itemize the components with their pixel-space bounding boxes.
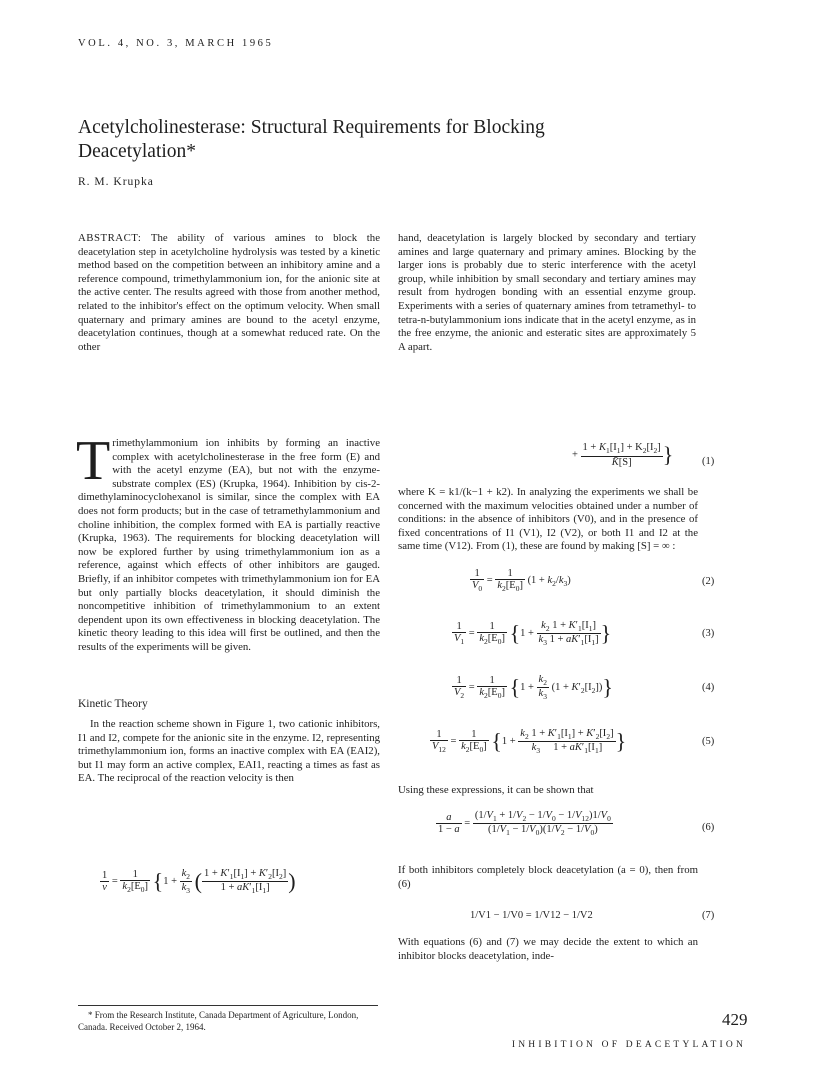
equation-3: $\frac{1}{V_1}$ = $\frac{1}{k_2[E_0]}$ {1 + $\frac{k_2 1 + K'_1[I_1]}{k_3 1 + aK'_1[I_1]}$ } bbox=[454, 620, 612, 648]
equation-number-5: (5) bbox=[702, 736, 715, 747]
kinetic-paragraph: In the reaction scheme shown in Figure 1, two cationic inhibitors, I1 and I2, compete for the anionic site in the enzyme. I2, representing trimethylammonium ion, forms an inactive complex with EA (EAI2), but I1 may form an active complex, EAI1, reacting a times as fast as EA. The reciprocal of the reaction velocity is then bbox=[78, 718, 380, 785]
intro-text: rimethylammonium ion inhibits by forming an inactive complex with acetylcholinesterase in the free form (E) and with the acetyl enzyme (EA), but not with the enzyme-substrate complex (ES) (Krupka, 1964). Inhibition by cis-2-dimethylaminocyclohexanol is similar, since the complex with EA does not form products; but in the case of tetramethylammonium and choline inhibition, the complex formed with EA is partially reactive (Krupka, 1963). The requirements for blocking deacetylation will now be explored further by using trimethylammonium ion as a reference, against which effects of other inhibitors are gauged. Briefly, if an inhibitor competes with trimethylammonium ion for EA but only partially blocks deacetylation, it should diminish the noncompetitive inhibition of trimethylammonium to an extent dependent upon its own effectiveness in blocking deacetylation. The kinetic theory leading to this idea will first be outlined, and then the results of the experiments will be given. bbox=[78, 437, 380, 653]
drop-cap: T bbox=[76, 430, 111, 492]
running-foot: INHIBITION OF DEACETYLATION bbox=[511, 1040, 746, 1050]
abstract-text-right: hand, deacetylation is largely blocked by secondary and tertiary amines and large quaternary and primary amines. Blocking by the larger ions is probably due to steric interference with the acetyl group, while inhibition by small secondary and tertiary amines may result from hydrogen bonding with an essential enzyme group. Experiments with a series of quaternary amines from tetramethyl- to tetra-n-butylammonium ions indicate that in the acetyl enzyme, as in the free enzyme, the anionic and esteratic sites are approximately 5 A apart. bbox=[398, 232, 696, 353]
equation-1: + $\frac{1 + K_1[I_1] + K_2[I_2]}{K̄[S]}$ } bbox=[572, 442, 674, 468]
equation-5: $\frac{1}{V_{12}}$ = $\frac{1}{k_2[E_0]}$ {1 + $\frac{k_2 1 + K'_1[I_1] + K'_2[I_2]}{k_3 1 + aK'_1[I_1]}$ } bbox=[432, 728, 627, 756]
abstract-text-left: The ability of various amines to block the deacetylation step in acetylcholine hydrolysis was tested by a kinetic method based on the competition between an inhibitory amine and a reference compound, trimethylammonium ion, for the anionic site at the active center. The results agreed with those from another method, related to the inhibitor's effect on the optimum velocity. When small quaternary and primary amines are bound to the acetyl enzyme, deacetylation continues, though at a somewhat reduced rate. On the other bbox=[78, 232, 380, 353]
footnote: * From the Research Institute, Canada Department of Agriculture, London, Canada. Received October 2, 1964. bbox=[78, 1010, 359, 1032]
equation-number-6: (6) bbox=[702, 822, 715, 833]
right-paragraph-2: Using these expressions, it can be shown that bbox=[398, 784, 594, 796]
intro-paragraph bbox=[76, 430, 380, 655]
equation-number-4: (4) bbox=[702, 682, 715, 693]
equation-number-3: (3) bbox=[702, 628, 715, 639]
equation-7: 1/V1 − 1/V0 = 1/V12 − 1/V2 bbox=[470, 910, 593, 921]
rate-equation: $\frac{1}{v}$ = $\frac{1}{k_2[E_0]}$ {1 + $\frac{k_2}{k_3}$ ( $\frac{1 + K'_1[I_1] + K'_2[I_2]}{1 + aK'_1[I_1]}$ ) bbox=[102, 868, 296, 896]
equation-4: $\frac{1}{V_2}$ = $\frac{1}{k_2[E_0]}$ {1 + $\frac{k_2}{k_3}$ $(1 + K'_2[I_2])$} bbox=[454, 674, 613, 702]
equation-number-7: (7) bbox=[702, 910, 715, 921]
page-number: 429 bbox=[722, 1010, 748, 1029]
abstract-left-column bbox=[78, 232, 380, 354]
footnote-rule bbox=[78, 1005, 378, 1006]
equation-number-1: (1) bbox=[702, 456, 715, 467]
section-heading: Kinetic Theory bbox=[78, 698, 148, 710]
equation-6: $\frac{a}{1 - a}$ = $\frac{(1/V_1 + 1/V_2 - 1/V_0 - 1/V_{12})1/V_0}{(1/V_1 - 1/V_0)(1/V_2 - 1/V_0)}$ bbox=[438, 810, 611, 838]
right-paragraph-1: where K = k1/(k−1 + k2). In analyzing the experiments we shall be concerned with the maximum velocities obtained under a number of conditions: in the absence of inhibitors (V0), and in the presence of fixed concentrations of I1 (V1), I2 (V2), or both I1 and I2 at the same time (V12). From (1), these are found by making [S] = ∞ : bbox=[398, 486, 698, 553]
article-title: Acetylcholinesterase: Structural Requirements for Blocking Deacetylation* bbox=[78, 117, 545, 162]
running-head: VOL. 4, NO. 3, MARCH 1965 bbox=[78, 38, 274, 49]
abstract-right-column bbox=[398, 232, 696, 354]
equation-number-2: (2) bbox=[702, 576, 715, 587]
right-paragraph-3: If both inhibitors completely block deacetylation (a = 0), then from (6) bbox=[398, 864, 698, 890]
abstract-label: ABSTRACT: bbox=[78, 232, 142, 244]
author: R. M. Krupka bbox=[78, 176, 154, 188]
equation-2: $\frac{1}{V_0}$ = $\frac{1}{k_2[E_0]}$ $(1 + k_2/k_3)$ bbox=[472, 568, 571, 594]
right-paragraph-4: With equations (6) and (7) we may decide the extent to which an inhibitor blocks deacetylation, inde- bbox=[398, 936, 698, 962]
